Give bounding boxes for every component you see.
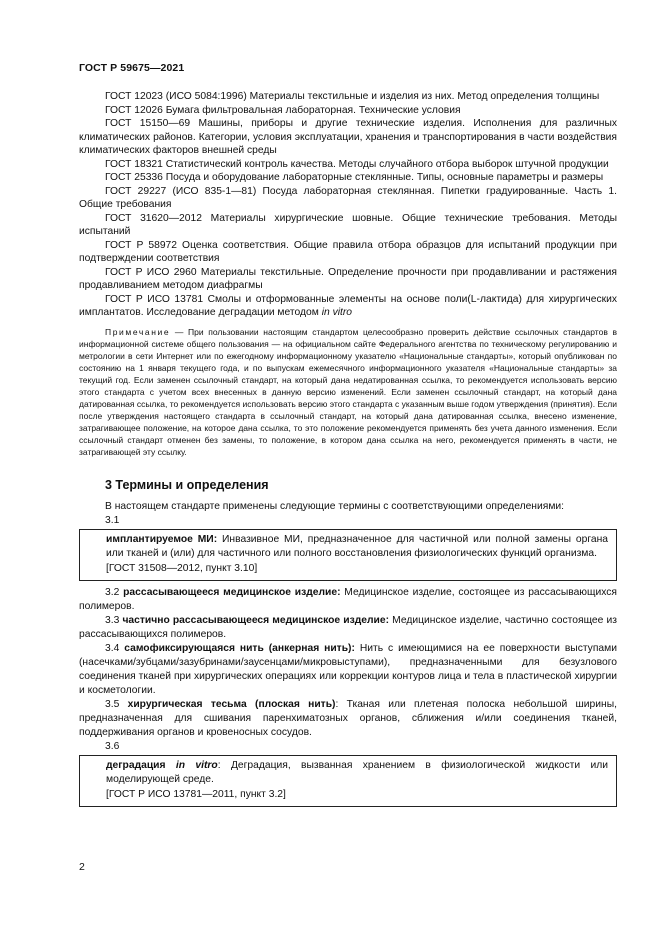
reference-item: ГОСТ Р ИСО 2960 Материалы текстильные. Определение прочности при продавливании и растяжения продавливанием методом диафрагмы	[79, 266, 617, 291]
page-content	[79, 90, 617, 812]
reference-item: ГОСТ Р 58972 Оценка соответствия. Общие правила отбора образцов для испытаний продукции при подтверждении соответствия	[79, 239, 617, 264]
term-number: 3.1	[105, 514, 120, 526]
term-name: деградация	[106, 759, 176, 771]
term-definition: Инвазивное МИ, предназначенное для частичной или полной замены органа или тканей и (или) для частичного или полного восстановления физиологических функций организма.	[106, 533, 608, 559]
reference-text: ГОСТ Р ИСО 13781 Смолы и отформованные элементы на основе поли(L-лактида) для хирургических имплантатов. Исследование деградации методом	[79, 293, 617, 318]
section-intro: В настоящем стандарте применены следующие термины с соответствующими определениями:	[105, 500, 565, 512]
term-definition: : Деградация, вызванная хранением в физиологической жидкости или моделирующей среде.	[106, 759, 608, 785]
term-definition: : Тканая или плетеная полоска небольшой ширины, предназначенная для сшивания паренхиматозных органов, сближения и/или соединения тканей, поддерживания органов и кровеносных сосудов.	[79, 698, 617, 738]
document-header: ГОСТ Р 59675—2021	[79, 62, 185, 74]
term-definition: Медицинское изделие, частично состоящее из рассасывающихся полимеров.	[79, 614, 617, 640]
term-entry	[79, 698, 617, 740]
note-label: Примечание	[105, 326, 171, 337]
term-entry	[79, 614, 617, 642]
reference-item: ГОСТ 31620—2012 Материалы хирургические шовные. Общие технические требования. Методы испытаний	[79, 212, 617, 237]
reference-item: ГОСТ 18321 Статистический контроль качества. Методы случайного отбора выборок штучной продукции	[105, 158, 609, 170]
reference-item: ГОСТ 12023 (ИСО 5084:1996) Материалы текстильные и изделия из них. Метод определения толщины	[105, 91, 600, 102]
reference-item	[79, 293, 617, 320]
term-name: хирургическая тесьма (плоская нить)	[127, 698, 336, 710]
term-number: 3.4	[105, 642, 125, 654]
term-number: 3.5	[105, 698, 128, 710]
note-text: — При пользовании настоящим стандартом целесообразно проверить действие ссылочных стандартов в информационной системе общего пользования — на официальном сайте Федерального агентства по техническому регулированию и метрологии в сети Интернет или по ежегодному информационному указателю «Национальные стандарты», который опубликован по состоянию на 1 января текущего года, и по выпускам ежемесячного информационного указателя «Национальные стандарты» за текущий год. Если заменен ссылочный стандарт, на который дана недатированная ссылка, то рекомендуется использовать версию этого стандарта с учетом всех внесенных в данную версию изменений. Если заменен ссылочный стандарт, на который дана датированная ссылка, то рекомендуется использовать версию этого стандарта с указанным выше годом утверждения (принятия). Если после утверждения настоящего стандарта в ссылочный стандарт, на который дана датированная ссылка, внесено изменение, затрагивающее положение, на которое дана ссылка, то это положение рекомендуется применять без учета данного изменения. Если ссылочный стандарт отменен без замены, то положение, в котором дана ссылка на него, рекомендуется применять в части, не затрагивающей эту ссылку.	[79, 326, 617, 457]
term-number: 3.2	[105, 586, 124, 598]
term-number: 3.6	[105, 740, 120, 752]
term-definition-box	[79, 755, 617, 807]
term-name: имплантируемое МИ:	[106, 533, 218, 545]
term-definition: Нить с имеющимися на ее поверхности выступами (насечками/зубцами/зазубринами/заусенцами/микровыступами), предназначенными для безузлового соединения тканей при хирургических операциях или коррекции контуров лица и тела в пластической хирургии и косметологии.	[79, 642, 617, 696]
note-paragraph	[79, 326, 617, 458]
term-entry	[79, 586, 617, 614]
term-name: самофиксирующаяся нить (анкерная нить):	[124, 642, 355, 654]
reference-item: ГОСТ 15150—69 Машины, приборы и другие технические изделия. Исполнения для различных климатических районов. Категории, условия эксплуатации, хранения и транспортирования в части воздействия климатических факторов внешней среды	[79, 118, 617, 156]
term-name: частично рассасывающееся медицинское изделие:	[122, 614, 390, 626]
section-heading: 3 Термины и определения	[105, 477, 269, 492]
reference-item: ГОСТ 12026 Бумага фильтровальная лабораторная. Технические условия	[105, 104, 461, 116]
term-definition: Медицинское изделие, состоящее из рассасывающихся полимеров.	[79, 586, 618, 612]
term-number: 3.3	[105, 614, 123, 626]
term-name-emphasis: in vitro	[175, 759, 218, 771]
term-entry	[79, 642, 617, 698]
term-source: [ГОСТ Р ИСО 13781—2011, пункт 3.2]	[106, 788, 286, 800]
reference-item: ГОСТ 29227 (ИСО 835-1—81) Посуда лабораторная стеклянная. Пипетки градуированные. Часть 1. Общие требования	[79, 185, 617, 210]
term-source: [ГОСТ 31508—2012, пункт 3.10]	[106, 562, 258, 574]
page-number: 2	[79, 861, 85, 873]
reference-item: ГОСТ 25336 Посуда и оборудование лабораторные стеклянные. Типы, основные параметры и размеры	[105, 172, 604, 183]
reference-emphasis: in vitro	[321, 307, 353, 318]
normative-references-list	[79, 90, 617, 320]
term-definition-box	[79, 529, 617, 581]
term-name: рассасывающееся медицинское изделие:	[123, 586, 341, 598]
